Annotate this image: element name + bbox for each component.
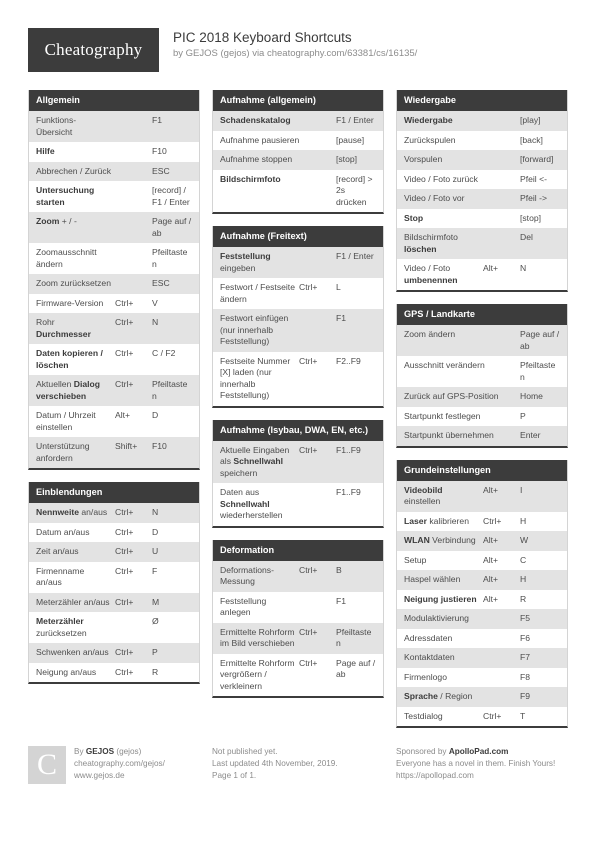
shortcut-description: Neigung justieren [404, 593, 477, 604]
shortcut-key: [play] [520, 115, 541, 125]
shortcut-row [29, 274, 199, 294]
shortcut-description: Video / Foto zurück [404, 173, 478, 184]
shortcut-description: Schadenskatalog [220, 115, 291, 125]
shortcut-key: F9 [520, 691, 531, 701]
shortcut-row [29, 111, 199, 142]
shortcut-modifier: Ctrl+ [483, 710, 502, 721]
shortcut-row [397, 687, 567, 707]
shortcut-modifier: Ctrl+ [299, 626, 318, 637]
shortcut-modifier: Ctrl+ [115, 647, 134, 657]
shortcut-key: Home [520, 391, 543, 401]
shortcut-description: Ermittelte Rohrform im Bild verschieben [220, 626, 295, 648]
shortcut-key: C [520, 554, 527, 565]
shortcut-key: M [152, 596, 160, 607]
shortcut-card [396, 90, 568, 292]
shortcut-row [397, 209, 567, 229]
shortcut-key: [record] > 2s drücken [336, 173, 373, 207]
shortcut-key: Pfeil -> [520, 193, 547, 203]
shortcut-row [397, 590, 567, 610]
shortcut-description: Video / Foto vor [404, 193, 465, 203]
shortcut-key: Pfeiltasten [520, 360, 556, 382]
card-title: Grundeinstellungen [397, 460, 567, 481]
shortcut-description: Feststellung anlegen [220, 595, 267, 617]
column-2 [212, 90, 384, 710]
shortcut-row [29, 181, 199, 212]
sponsor-tagline: Everyone has a novel in them. Finish Yours! [396, 759, 556, 768]
card-title: Einblendungen [29, 482, 199, 503]
shortcut-description: Sprache / Region [404, 691, 473, 701]
shortcut-modifier: Ctrl+ [299, 355, 318, 366]
shortcut-description: Aufnahme stoppen [220, 154, 293, 164]
shortcut-modifier: Ctrl+ [115, 546, 134, 556]
shortcut-key: F2..F9 [336, 355, 361, 366]
shortcut-description: Festwort einfügen (nur innerhalb Feststellung) [220, 313, 289, 346]
shortcut-modifier: Alt+ [483, 574, 499, 584]
shortcut-card [212, 420, 384, 528]
shortcut-description: Aktuellen Dialog verschieben [36, 379, 101, 401]
shortcut-key: D [152, 526, 159, 537]
shortcut-key: N [152, 317, 159, 327]
shortcut-description: Feststellung eingeben [220, 251, 271, 273]
shortcut-row [397, 551, 567, 571]
shortcut-description: Hilfe [36, 146, 55, 156]
shortcut-key: F [152, 565, 158, 576]
shortcut-key: P [152, 647, 158, 657]
shortcut-modifier: Ctrl+ [299, 444, 318, 455]
shortcut-description: Datum an/aus [36, 526, 90, 537]
shortcut-modifier: Alt+ [483, 535, 499, 545]
shortcut-description: Zurück auf GPS-Position [404, 391, 499, 401]
shortcut-description: Firmenname an/aus [36, 565, 85, 587]
shortcut-key: D [152, 410, 159, 420]
shortcut-key: [back] [520, 134, 543, 145]
shortcut-key: F6 [520, 632, 531, 643]
shortcut-key: F1..F9 [336, 444, 361, 455]
shortcut-row [213, 309, 383, 352]
shortcut-key: C / F2 [152, 348, 176, 358]
shortcut-key: L [336, 282, 341, 292]
shortcut-description: Laser kalibrieren [404, 515, 469, 526]
shortcut-key: H [520, 515, 527, 526]
shortcut-row [213, 111, 383, 131]
shortcut-key: V [152, 297, 158, 308]
shortcut-key: F10 [152, 146, 167, 156]
shortcut-description: Daten kopieren / löschen [36, 348, 103, 370]
shortcut-modifier: Alt+ [115, 410, 131, 420]
shortcut-key: [stop] [520, 212, 542, 223]
shortcut-description: Vorspulen [404, 154, 443, 164]
shortcut-description: Zoom + / - [36, 216, 77, 226]
publish-pages: Page 1 of 1. [212, 771, 257, 780]
shortcut-key: Page auf / ab [336, 657, 376, 679]
shortcut-description: Untersuchung starten [36, 185, 95, 207]
shortcut-key: U [152, 546, 159, 556]
shortcut-key: W [520, 535, 529, 545]
shortcut-description: Zoomausschnitt ändern [36, 247, 97, 269]
shortcut-row [397, 407, 567, 427]
shortcut-row [397, 426, 567, 446]
shortcut-description: Funktions-Übersicht [36, 115, 77, 137]
shortcut-row [397, 387, 567, 407]
shortcut-key: F1 [336, 313, 347, 323]
shortcut-description: Schwenken an/aus [36, 647, 109, 657]
shortcut-modifier: Ctrl+ [483, 515, 502, 526]
publish-status: Not published yet. [212, 747, 278, 756]
shortcut-description: Nennweite an/aus [36, 507, 108, 517]
shortcut-row [397, 570, 567, 590]
shortcut-description: WLAN Verbindung [404, 535, 476, 545]
shortcut-description: Video / Foto umbenennen [404, 263, 458, 285]
shortcut-description: Zoom zurücksetzen [36, 278, 111, 288]
shortcut-row [213, 592, 383, 623]
shortcut-row [213, 352, 383, 406]
page-byline[interactable]: by GEJOS (gejos) via cheatography.com/63381/cs/16135/ [173, 48, 418, 59]
shortcut-description: Modulaktivierung [404, 613, 469, 623]
shortcut-description: Stop [404, 212, 424, 223]
shortcut-key: P [520, 410, 526, 421]
shortcut-modifier: Ctrl+ [299, 564, 318, 575]
shortcut-card [212, 540, 384, 699]
shortcut-row [29, 294, 199, 314]
shortcut-modifier: Ctrl+ [115, 297, 134, 308]
shortcut-key: T [520, 710, 526, 721]
shortcut-row [213, 623, 383, 654]
shortcut-modifier: Ctrl+ [115, 379, 134, 389]
shortcut-key: Page auf / ab [520, 329, 560, 351]
shortcut-row [397, 111, 567, 131]
shortcut-row [397, 170, 567, 190]
shortcut-row [397, 629, 567, 649]
shortcut-row [213, 150, 383, 170]
shortcut-description: Startpunkt übernehmen [404, 430, 494, 440]
shortcut-description: Neigung an/aus [36, 666, 97, 677]
shortcut-modifier: Alt+ [483, 554, 499, 565]
shortcut-description: Aktuelle Eingaben als Schnellwahl speichern [220, 444, 290, 478]
shortcut-row [213, 654, 383, 697]
shortcut-description: Haspel wählen [404, 574, 461, 584]
shortcut-row [29, 162, 199, 182]
shortcut-modifier: Ctrl+ [115, 507, 134, 517]
shortcut-key: Pfeiltasten [336, 626, 372, 648]
shortcut-row [397, 668, 567, 688]
shortcut-description: Meterzähler zurücksetzen [36, 616, 87, 638]
shortcut-key: Pfeiltasten [152, 379, 188, 401]
shortcut-modifier: Alt+ [483, 484, 499, 495]
shortcut-row [397, 531, 567, 551]
author-avatar: C [28, 746, 66, 784]
shortcut-key: Del [520, 232, 533, 242]
shortcut-description: Festwort / Festseite ändern [220, 282, 295, 304]
shortcut-key: Enter [520, 430, 541, 440]
shortcut-key: F1 [152, 115, 163, 125]
shortcut-key: F5 [520, 613, 531, 623]
shortcut-row [29, 523, 199, 543]
shortcut-row [213, 170, 383, 213]
shortcut-key: N [152, 507, 159, 517]
shortcut-row [29, 593, 199, 613]
shortcut-row [29, 612, 199, 643]
shortcut-modifier: Ctrl+ [115, 348, 134, 358]
shortcut-description: Deformations-Messung [220, 564, 274, 586]
shortcut-card [28, 90, 200, 470]
shortcut-modifier: Alt+ [483, 263, 499, 273]
shortcut-row [397, 356, 567, 387]
shortcut-card [212, 226, 384, 408]
shortcut-modifier: Ctrl+ [115, 565, 134, 576]
shortcut-key: F1..F9 [336, 487, 361, 497]
card-title: Wiedergabe [397, 90, 567, 111]
sponsor-url[interactable]: https://apollopad.com [396, 771, 474, 780]
shortcut-description: Testdialog [404, 710, 443, 721]
shortcut-card [396, 304, 568, 448]
shortcut-row [397, 512, 567, 532]
shortcut-description: Bildschirmfoto löschen [404, 232, 458, 254]
shortcut-row [397, 189, 567, 209]
shortcut-modifier: Shift+ [115, 441, 138, 451]
shortcut-description: Abbrechen / Zurück [36, 165, 111, 176]
sponsor-name[interactable]: ApolloPad.com [448, 747, 509, 756]
shortcut-row [29, 542, 199, 562]
shortcut-row [213, 561, 383, 592]
shortcut-key: R [520, 593, 527, 604]
shortcut-row [397, 609, 567, 629]
shortcut-row [29, 503, 199, 523]
shortcut-key: Page auf / ab [152, 216, 192, 238]
shortcut-description: Wiedergabe [404, 115, 453, 125]
shortcut-row [29, 562, 199, 593]
shortcut-key: Pfeil <- [520, 173, 547, 184]
shortcut-key: [pause] [336, 134, 365, 145]
shortcut-key: H [520, 574, 527, 584]
shortcut-key: B [336, 564, 342, 575]
card-title: Aufnahme (Freitext) [213, 226, 383, 247]
shortcut-key: I [520, 484, 523, 495]
card-title: Aufnahme (allgemein) [213, 90, 383, 111]
sponsor-line: Sponsored by ApolloPad.com [396, 747, 509, 756]
shortcut-modifier: Ctrl+ [115, 317, 134, 327]
shortcut-description: Kontaktdaten [404, 652, 455, 662]
shortcut-row [397, 150, 567, 170]
shortcut-description: Ermittelte Rohrform vergrößern / verkleinern [220, 657, 295, 691]
author-name: GEJOS [85, 747, 115, 756]
shortcut-row [29, 142, 199, 162]
shortcut-description: Startpunkt festlegen [404, 410, 481, 421]
shortcut-modifier: Ctrl+ [299, 282, 318, 292]
page-footer [28, 746, 572, 784]
shortcut-description: Ausschnitt verändern [404, 360, 485, 370]
column-3 [396, 90, 568, 740]
shortcut-description: Zurückspulen [404, 134, 456, 145]
shortcut-row [29, 344, 199, 375]
shortcut-key: F7 [520, 652, 531, 662]
column-1 [28, 90, 200, 696]
shortcut-description: Zeit an/aus [36, 546, 79, 556]
shortcut-description: Zoom ändern [404, 329, 456, 339]
shortcut-row [29, 663, 199, 683]
shortcut-modifier: Ctrl+ [115, 666, 134, 677]
page-header [28, 28, 572, 74]
shortcut-row [29, 243, 199, 274]
shortcut-key: F10 [152, 441, 167, 451]
header-meta [159, 28, 417, 60]
card-title: Deformation [213, 540, 383, 561]
shortcut-row [397, 707, 567, 727]
shortcut-row [29, 313, 199, 344]
shortcut-row [397, 228, 567, 259]
footer-publish-info [212, 746, 384, 782]
shortcut-row [397, 648, 567, 668]
shortcut-key: F1 / Enter [336, 251, 374, 261]
shortcut-description: Unterstützung anfordern [36, 441, 90, 463]
columns-container [28, 90, 572, 740]
shortcut-row [397, 131, 567, 151]
shortcut-description: Meterzähler an/aus [36, 596, 110, 607]
shortcut-row [29, 375, 199, 406]
shortcut-description: Videobild einstellen [404, 484, 443, 506]
shortcut-description: Bildschirmfoto [220, 173, 281, 184]
shortcut-card [212, 90, 384, 214]
shortcut-modifier: Ctrl+ [115, 526, 134, 537]
shortcut-modifier: Alt+ [483, 593, 499, 604]
shortcut-card [28, 482, 200, 684]
shortcut-description: Datum / Uhrzeit einstellen [36, 410, 96, 432]
shortcut-modifier: Ctrl+ [299, 657, 318, 668]
card-title: Allgemein [29, 90, 199, 111]
shortcut-row [397, 325, 567, 356]
shortcut-key: F8 [520, 671, 531, 682]
shortcut-key: R [152, 666, 159, 677]
shortcut-row [397, 259, 567, 290]
shortcut-row [213, 247, 383, 278]
card-title: GPS / Landkarte [397, 304, 567, 325]
cheatography-logo-text: Cheatography [44, 40, 143, 59]
shortcut-row [213, 483, 383, 526]
shortcut-description: Setup [404, 554, 427, 565]
shortcut-description: Firmenlogo [404, 671, 447, 682]
shortcut-key: Ø [152, 616, 159, 626]
card-title: Aufnahme (Isybau, DWA, EN, etc.) [213, 420, 383, 441]
page-title: PIC 2018 Keyboard Shortcuts [173, 30, 352, 45]
shortcut-description: Daten aus Schnellwahl wiederherstellen [220, 487, 283, 520]
shortcut-key: [forward] [520, 154, 554, 164]
author-profile-url[interactable]: cheatography.com/gejos/ [74, 759, 165, 768]
shortcut-row [213, 441, 383, 484]
footer-author [28, 746, 200, 784]
shortcut-key: F1 / Enter [336, 115, 374, 125]
shortcut-row [213, 278, 383, 309]
shortcut-description: Aufnahme pausieren [220, 134, 300, 145]
shortcut-key: Pfeiltasten [152, 247, 188, 269]
author-byline: By GEJOS (gejos) [74, 747, 142, 756]
shortcut-key: ESC [152, 278, 170, 288]
shortcut-key: [stop] [336, 154, 358, 164]
shortcut-key: [record] / F1 / Enter [152, 185, 190, 207]
shortcut-row [29, 437, 199, 468]
cheatography-logo[interactable] [28, 28, 159, 72]
shortcut-description: Adressdaten [404, 632, 453, 643]
shortcut-key: F1 [336, 595, 347, 606]
shortcut-row [213, 131, 383, 151]
shortcut-row [29, 212, 199, 243]
shortcut-key: N [520, 263, 527, 273]
footer-sponsor [396, 746, 568, 782]
shortcut-description: Firmware-Version [36, 297, 104, 308]
author-site-url[interactable]: www.gejos.de [74, 771, 125, 780]
shortcut-description: Festseite Nummer [X] laden (nur innerhalb Feststellung) [220, 355, 291, 400]
publish-updated: Last updated 4th November, 2019. [212, 759, 338, 768]
shortcut-card [396, 460, 568, 729]
shortcut-row [29, 643, 199, 663]
shortcut-row [397, 481, 567, 512]
shortcut-row [29, 406, 199, 437]
shortcut-key: ESC [152, 165, 170, 176]
shortcut-description: Rohr Durchmesser [36, 317, 91, 339]
shortcut-modifier: Ctrl+ [115, 596, 134, 607]
